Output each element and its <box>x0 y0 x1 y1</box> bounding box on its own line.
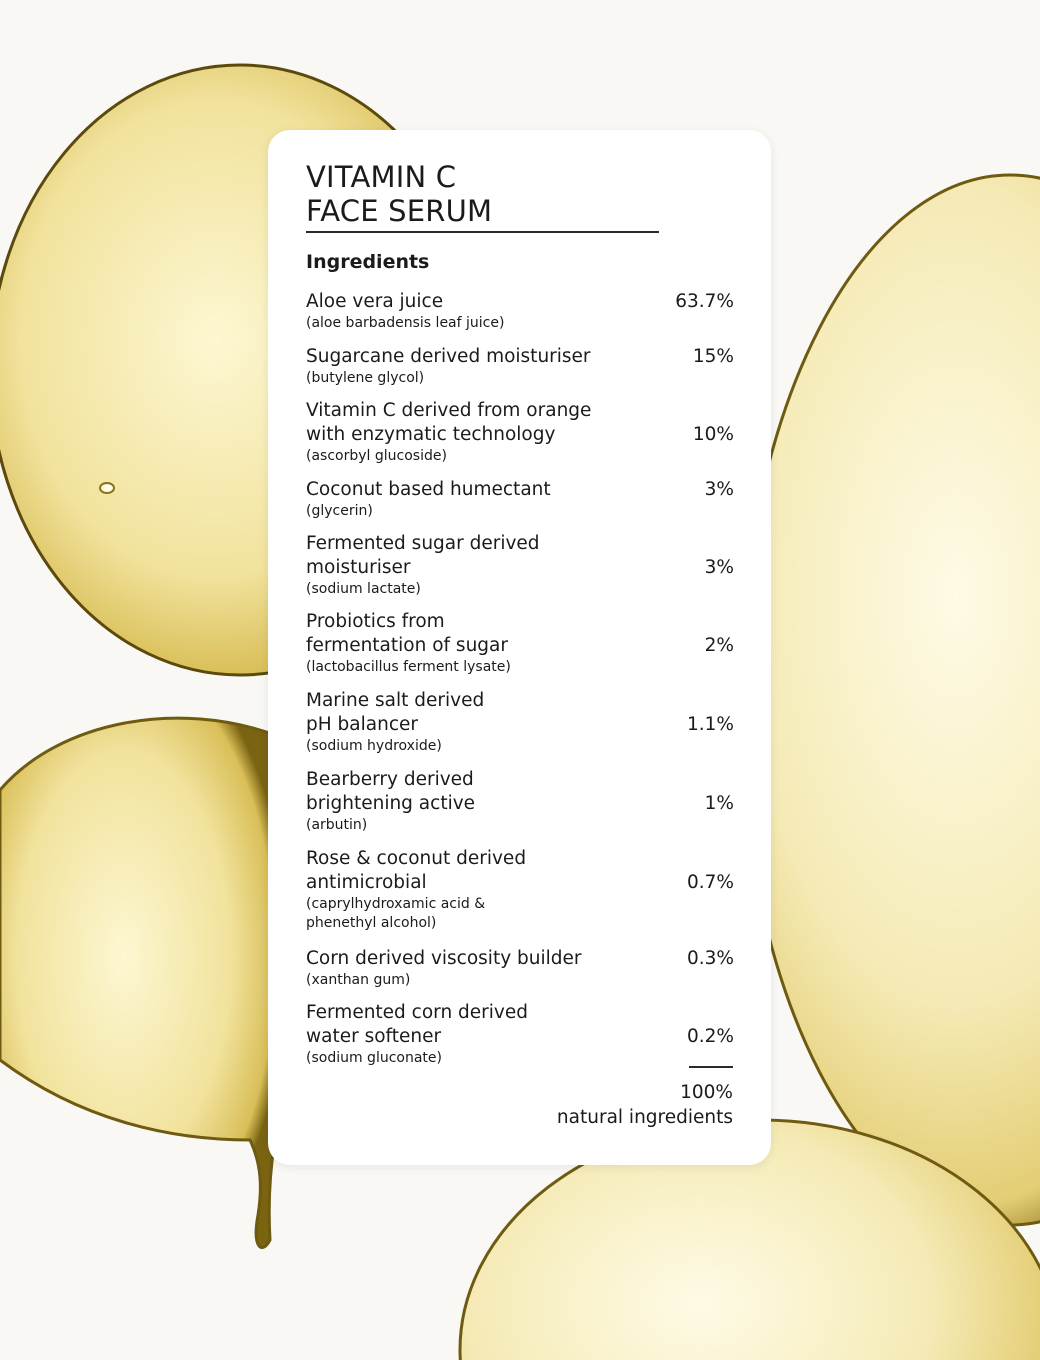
title-divider <box>306 231 659 233</box>
ingredient-scientific-name <box>306 369 606 388</box>
total-percent: 100% <box>680 1082 733 1103</box>
ingredient-percent: 0.7% <box>687 872 734 893</box>
ingredient-name-line: with enzymatic technology <box>306 424 556 445</box>
ingredient-row <box>306 478 734 521</box>
ingredient-scientific-line: (lactobacillus ferment lysate) <box>306 659 511 675</box>
ingredient-name <box>306 1001 636 1049</box>
ingredient-name-line: Probiotics from <box>306 611 445 632</box>
ingredient-name-line: antimicrobial <box>306 872 427 893</box>
ingredient-name-line: Vitamin C derived from orange <box>306 400 592 421</box>
ingredient-scientific-line: (arbutin) <box>306 817 368 833</box>
ingredient-scientific-name <box>306 658 606 677</box>
ingredient-row <box>306 768 734 835</box>
product-title-line2: FACE SERUM <box>306 194 493 228</box>
ingredient-scientific-line: (butylene glycol) <box>306 370 425 386</box>
ingredient-name <box>306 345 636 369</box>
ingredient-name <box>306 768 636 816</box>
ingredient-row <box>306 610 734 677</box>
ingredient-name-line: Fermented corn derived <box>306 1002 528 1023</box>
ingredient-name <box>306 478 636 502</box>
ingredient-row <box>306 345 734 388</box>
ingredient-name <box>306 847 636 895</box>
ingredient-name-line: Coconut based humectant <box>306 479 551 500</box>
ingredient-scientific-name <box>306 737 606 756</box>
ingredient-row <box>306 532 734 599</box>
ingredient-scientific-name <box>306 580 606 599</box>
ingredient-percent: 0.2% <box>687 1026 734 1047</box>
ingredient-name-line: Sugarcane derived moisturiser <box>306 346 591 367</box>
ingredient-scientific-line: (ascorbyl glucoside) <box>306 448 447 464</box>
ingredient-name <box>306 290 636 314</box>
ingredients-card <box>268 130 771 1165</box>
ingredient-scientific-name <box>306 314 606 333</box>
ingredient-percent: 3% <box>704 479 734 500</box>
ingredient-name-line: Bearberry derived <box>306 769 474 790</box>
ingredient-name <box>306 399 636 447</box>
ingredient-name <box>306 610 636 658</box>
ingredient-name-line: pH balancer <box>306 714 418 735</box>
ingredient-name-line: Rose & coconut derived <box>306 848 527 869</box>
ingredient-name-line: fermentation of sugar <box>306 635 508 656</box>
ingredient-scientific-line: (sodium hydroxide) <box>306 738 442 754</box>
ingredient-name-line: water softener <box>306 1026 442 1047</box>
ingredient-percent: 1% <box>704 793 734 814</box>
ingredient-scientific-line: (xanthan gum) <box>306 972 411 988</box>
ingredient-percent: 63.7% <box>675 291 734 312</box>
ingredient-scientific-line: (sodium gluconate) <box>306 1050 442 1066</box>
ingredient-row <box>306 1001 734 1068</box>
total-divider <box>689 1066 733 1068</box>
ingredient-name-line: Marine salt derived <box>306 690 485 711</box>
ingredient-scientific-line: (sodium lactate) <box>306 581 421 597</box>
ingredient-scientific-line: (glycerin) <box>306 503 373 519</box>
total-label: natural ingredients <box>556 1107 733 1128</box>
ingredient-scientific-line: (aloe barbadensis leaf juice) <box>306 315 505 331</box>
ingredient-percent: 15% <box>692 346 734 367</box>
ingredient-name-line: Fermented sugar derived <box>306 533 540 554</box>
ingredient-name <box>306 532 636 580</box>
ingredient-scientific-line: (caprylhydroxamic acid & <box>306 896 486 912</box>
ingredient-percent: 3% <box>704 557 734 578</box>
ingredients-heading: Ingredients <box>306 251 430 273</box>
ingredient-scientific-name <box>306 895 606 933</box>
ingredient-percent: 1.1% <box>687 714 734 735</box>
ingredient-percent: 0.3% <box>687 948 734 969</box>
ingredient-scientific-name <box>306 502 606 521</box>
ingredient-name <box>306 947 636 971</box>
ingredient-percent: 10% <box>692 424 734 445</box>
ingredient-scientific-name <box>306 1049 606 1068</box>
ingredient-row <box>306 947 734 990</box>
ingredient-percent: 2% <box>704 635 734 656</box>
product-title <box>306 160 492 228</box>
ingredient-scientific-name <box>306 447 606 466</box>
ingredient-scientific-name <box>306 816 606 835</box>
ingredient-scientific-name <box>306 971 606 990</box>
ingredient-name-line: Aloe vera juice <box>306 291 444 312</box>
product-title-line1: VITAMIN C <box>306 160 457 194</box>
ingredient-name <box>306 689 636 737</box>
ingredient-row <box>306 689 734 756</box>
ingredient-scientific-line: phenethyl alcohol) <box>306 915 437 931</box>
ingredient-row <box>306 290 734 333</box>
ingredient-row <box>306 399 734 466</box>
ingredient-name-line: brightening active <box>306 793 476 814</box>
ingredient-row <box>306 847 734 933</box>
ingredient-name-line: moisturiser <box>306 557 411 578</box>
ingredient-name-line: Corn derived viscosity builder <box>306 948 582 969</box>
